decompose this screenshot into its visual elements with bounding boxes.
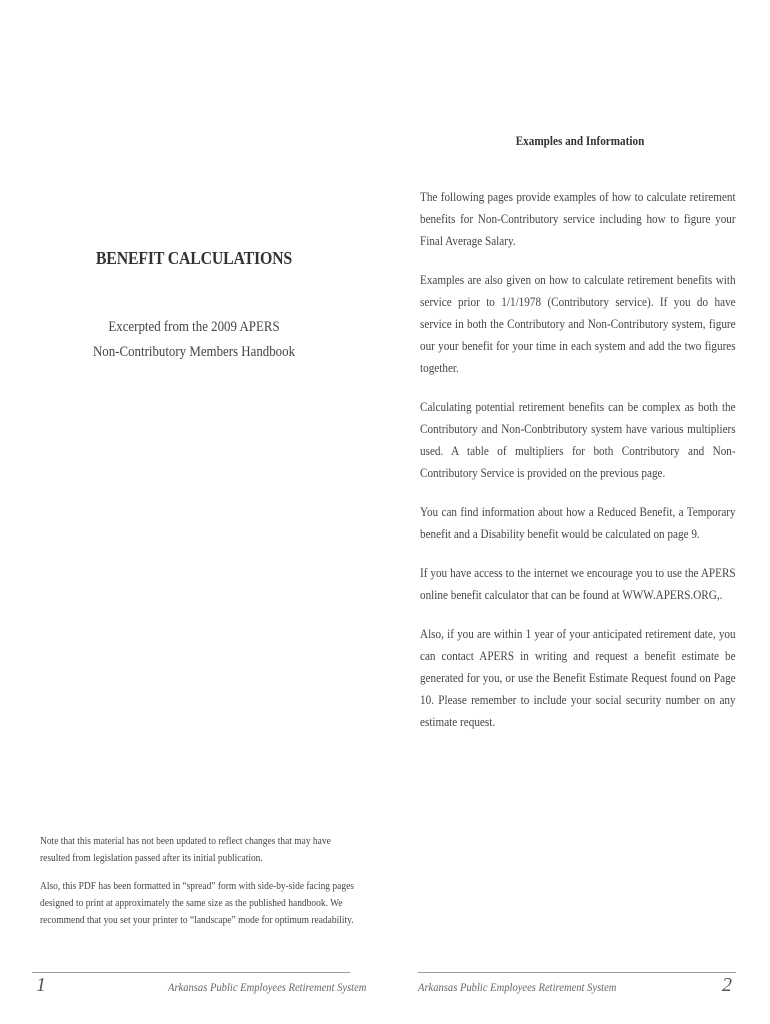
body-paragraph-3: Calculating potential retirement benefits can be complex as both the Contributory and Non-Conbtributory system have various multipliers used. A table of multipliers for both Contributory and Non-Contributory Service is provided on the previous page. xyxy=(420,399,736,480)
right-page-number: 2 xyxy=(722,974,732,996)
left-footer-rule xyxy=(32,972,350,973)
right-page-body xyxy=(420,186,736,750)
publication-note xyxy=(40,833,354,940)
left-page-title: BENEFIT CALCULATIONS xyxy=(95,248,293,268)
right-page-heading: Examples and Information xyxy=(515,133,645,148)
body-paragraph-4: You can find information about how a Reduced Benefit, a Temporary benefit and a Disability benefit would be calculated on page 9. xyxy=(420,504,736,541)
left-page-footer: Arkansas Public Employees Retirement System xyxy=(168,980,367,994)
left-page-subtitle xyxy=(62,315,327,365)
note-paragraph: Note that this material has not been updated to reflect changes that may have resulted from legislation passed after its initial publication. xyxy=(40,835,331,864)
body-paragraph-5: If you have access to the internet we encourage you to use the APERS online benefit calculator that can be found at WWW.APERS.ORG,. xyxy=(420,565,736,602)
right-page-footer: Arkansas Public Employees Retirement System xyxy=(418,980,617,994)
subtitle-line-1: Excerpted from the 2009 APERS xyxy=(108,319,280,335)
body-paragraph-2: Examples are also given on how to calculate retirement benefits with service prior to 1/1/1978 (Contributory service). If you do have service in both the Contributory and Non-Contributory system, figure our your benefit for your time in each system and add the two figures together. xyxy=(420,272,736,375)
body-paragraph-1: The following pages provide examples of how to calculate retirement benefits for Non-Contributory service including how to figure your Final Average Salary. xyxy=(420,189,736,248)
subtitle-line-2: Non-Contributory Members Handbook xyxy=(92,344,296,360)
body-paragraph-6: Also, if you are within 1 year of your anticipated retirement date, you can contact APERS in writing and request a benefit estimate be generated for you, or use the Benefit Estimate Request found on Page 10. Please remember to include your social security number on any estimate request. xyxy=(420,626,736,729)
left-page-number: 1 xyxy=(36,974,46,996)
note-paragraph: Also, this PDF has been formatted in “spread” form with side-by-side facing pages designed to print at approximately the same size as the published handbook. We recommend that you set your printer to “landscape” mode for optimum readability. xyxy=(40,880,354,926)
right-footer-rule xyxy=(418,972,736,973)
